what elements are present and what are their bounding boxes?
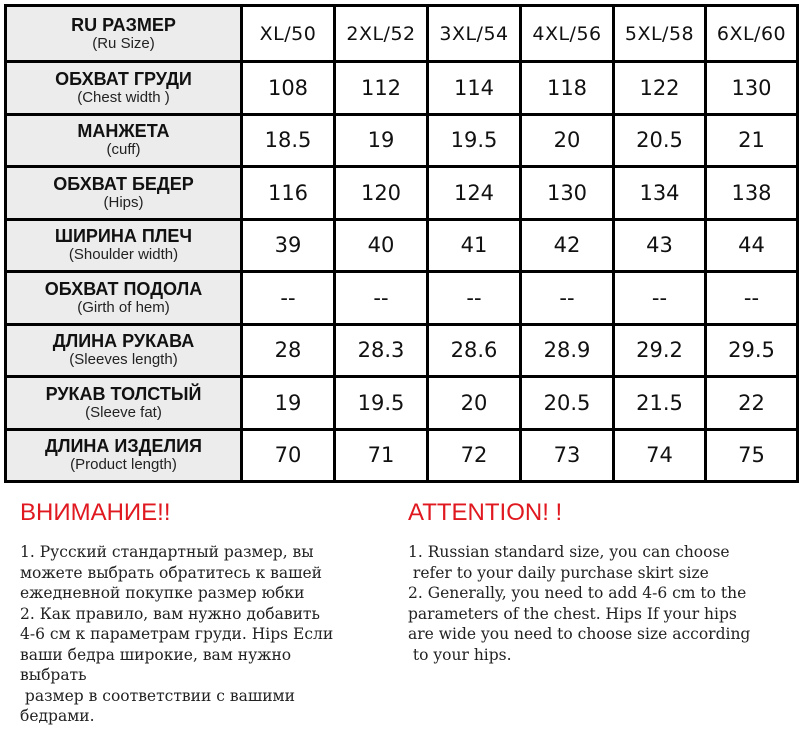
measurement-value: 73	[553, 443, 581, 468]
row-label-cell	[6, 219, 242, 272]
measurement-value: --	[466, 285, 482, 310]
row-label-cell	[6, 62, 242, 115]
measurement-value: 28.6	[450, 338, 498, 363]
note-line: выбрать	[20, 666, 87, 684]
value-cell	[521, 114, 614, 167]
value-cell	[614, 114, 706, 167]
measurement-value: 130	[546, 180, 588, 205]
size-header-cell	[706, 6, 798, 62]
row-label-cell	[6, 272, 242, 325]
table-row	[6, 114, 798, 167]
measurement-value: 43	[646, 233, 673, 258]
value-cell	[242, 272, 335, 325]
value-cell	[706, 62, 798, 115]
row-label-cell	[6, 167, 242, 220]
table-row	[6, 167, 798, 220]
value-cell	[521, 324, 614, 377]
value-cell	[428, 219, 521, 272]
value-cell	[242, 377, 335, 430]
measurement-value: 44	[738, 233, 765, 258]
note-line: 2. Как правило, вам нужно добавить	[20, 604, 320, 623]
note-line: ежедневной покупке размер юбки	[20, 584, 305, 602]
row-label-cell	[6, 324, 242, 377]
header-row	[6, 6, 798, 62]
value-cell	[242, 114, 335, 167]
value-cell	[706, 219, 798, 272]
value-cell	[242, 167, 335, 220]
value-cell	[521, 377, 614, 430]
note-line: refer to your daily purchase skirt size	[408, 563, 709, 582]
notes-en-text	[408, 542, 788, 665]
measurement-value: 20	[553, 128, 581, 153]
table-row	[6, 62, 798, 115]
row-label-en: (Hips)	[103, 193, 144, 211]
table-row	[6, 429, 798, 482]
value-cell	[428, 62, 521, 115]
size-label: 3XL/54	[439, 22, 509, 45]
row-label-ru: РУКАВ ТОЛСТЫЙ	[45, 383, 202, 404]
value-cell	[335, 429, 428, 482]
size-table	[4, 4, 799, 483]
attention-title-en: ATTENTION! !	[408, 499, 563, 526]
value-cell	[428, 167, 521, 220]
attention-title-ru: ВНИМАНИЕ!!	[20, 499, 171, 526]
size-header-cell	[335, 6, 428, 62]
value-cell	[521, 62, 614, 115]
note-line: размер в соответствии с вашими	[20, 686, 295, 705]
row-label-en: (Shoulder width)	[68, 246, 179, 264]
row-label-cell	[6, 377, 242, 430]
measurement-value: 40	[367, 233, 395, 258]
value-cell	[335, 272, 428, 325]
value-cell	[614, 167, 706, 220]
value-cell	[521, 429, 614, 482]
measurement-value: 134	[639, 180, 680, 205]
measurement-value: 41	[460, 233, 488, 258]
measurement-value: 71	[367, 443, 395, 468]
measurement-value: 28	[274, 338, 302, 363]
measurement-value: 19.5	[357, 390, 405, 415]
size-header-cell	[521, 6, 614, 62]
notes-ru	[20, 498, 380, 727]
value-cell	[242, 62, 335, 115]
value-cell	[706, 429, 798, 482]
note-line: 4-6 см к параметрам груди. Hips Если	[20, 625, 334, 643]
row-label-en: (Chest width )	[77, 88, 170, 106]
note-line: 2. Generally, you need to add 4-6 cm to the	[408, 584, 747, 602]
size-label: 4XL/56	[532, 22, 602, 45]
measurement-value: 70	[274, 443, 302, 468]
row-label-ru: ОБХВАТ ГРУДИ	[55, 68, 192, 89]
note-line: are wide you need to choose size according	[408, 625, 751, 643]
measurement-value: 19.5	[450, 128, 498, 153]
value-cell	[242, 429, 335, 482]
value-cell	[428, 114, 521, 167]
measurement-value: 18.5	[264, 128, 312, 153]
value-cell	[428, 429, 521, 482]
value-cell	[335, 167, 428, 220]
measurement-value: 138	[731, 180, 772, 205]
measurement-value: --	[651, 285, 668, 310]
size-table-body	[6, 6, 798, 482]
row-label-ru: ДЛИНА ИЗДЕЛИЯ	[45, 436, 202, 457]
value-cell	[335, 114, 428, 167]
value-cell	[242, 219, 335, 272]
value-cell	[706, 272, 798, 325]
row-label-en: (Girth of hem)	[77, 298, 170, 316]
size-label: 5XL/58	[624, 22, 695, 45]
measurement-value: 120	[360, 180, 402, 205]
measurement-value: 74	[646, 443, 673, 468]
measurement-value: 19	[367, 128, 395, 153]
row-label-en: (Product length)	[70, 456, 177, 474]
measurement-value: 28.3	[357, 338, 405, 363]
note-line: ваши бедра широкие, вам нужно	[20, 645, 292, 664]
value-cell	[614, 62, 706, 115]
measurement-value: 20.5	[636, 128, 683, 153]
note-line: можете выбрать обратитесь к вашей	[20, 563, 323, 582]
size-header-cell	[614, 6, 706, 62]
row-label-en: (Sleeves length)	[69, 351, 178, 369]
measurement-value: 21.5	[636, 390, 683, 415]
row-label-cell	[6, 429, 242, 482]
row-label-cell	[6, 114, 242, 167]
value-cell	[521, 167, 614, 220]
measurement-value: 29.2	[636, 338, 683, 363]
measurement-value: 108	[267, 75, 309, 100]
measurement-value: 75	[738, 443, 765, 468]
measurement-value: 39	[274, 233, 302, 258]
value-cell	[335, 324, 428, 377]
value-cell	[242, 324, 335, 377]
value-cell	[614, 219, 706, 272]
row-label-ru: МАНЖЕТА	[77, 121, 170, 142]
row-label-en: (cuff)	[106, 141, 141, 159]
note-line: 1. Русский стандартный размер, вы	[20, 543, 314, 561]
value-cell	[521, 272, 614, 325]
row-label-en: (Sleeve fat)	[85, 403, 162, 421]
note-line: to your hips.	[408, 645, 512, 664]
notes-ru-text	[20, 542, 380, 727]
measurement-value: 22	[738, 390, 765, 415]
measurement-value: 29.5	[728, 338, 775, 363]
value-cell	[521, 219, 614, 272]
measurement-value: 122	[639, 75, 680, 100]
measurement-value: 28.9	[543, 338, 591, 363]
measurement-value: 19	[274, 390, 302, 415]
value-cell	[428, 324, 521, 377]
table-row	[6, 219, 798, 272]
measurement-value: 116	[267, 180, 309, 205]
value-cell	[335, 62, 428, 115]
table-row	[6, 377, 798, 430]
value-cell	[428, 377, 521, 430]
note-line: 1. Russian standard size, you can choose	[408, 543, 730, 561]
value-cell	[706, 377, 798, 430]
table-row	[6, 272, 798, 325]
measurement-value: 20.5	[543, 390, 591, 415]
measurement-value: --	[559, 285, 575, 310]
value-cell	[614, 429, 706, 482]
measurement-value: 42	[553, 233, 581, 258]
row-label-ru: ОБХВАТ БЕДЕР	[53, 173, 194, 194]
size-label: 2XL/52	[346, 22, 416, 45]
row-label-ru: ДЛИНА РУКАВА	[52, 331, 195, 352]
table-row	[6, 324, 798, 377]
measurement-value: 72	[460, 443, 488, 468]
measurement-value: 130	[731, 75, 772, 100]
size-label: 6XL/60	[716, 22, 787, 45]
note-line: parameters of the chest. Hips If your hips	[408, 604, 737, 623]
measurement-value: --	[280, 285, 296, 310]
value-cell	[614, 377, 706, 430]
value-cell	[614, 324, 706, 377]
value-cell	[614, 272, 706, 325]
measurement-value: 112	[360, 75, 402, 100]
header-label-ru: RU РАЗМЕР	[71, 14, 176, 35]
size-header-cell	[428, 6, 521, 62]
measurement-value: 118	[546, 75, 588, 100]
measurement-value: --	[743, 285, 760, 310]
value-cell	[706, 324, 798, 377]
notes-en	[408, 498, 788, 665]
size-label: XL/50	[259, 22, 317, 45]
measurement-value: 20	[460, 390, 488, 415]
size-header-cell	[242, 6, 335, 62]
row-label-ru: ОБХВАТ ПОДОЛА	[44, 278, 203, 299]
value-cell	[706, 114, 798, 167]
measurement-value: 21	[738, 128, 765, 153]
value-cell	[335, 219, 428, 272]
value-cell	[428, 272, 521, 325]
value-cell	[335, 377, 428, 430]
value-cell	[706, 167, 798, 220]
row-label-ru: ШИРИНА ПЛЕЧ	[54, 226, 193, 247]
measurement-value: --	[373, 285, 389, 310]
header-label-en: (Ru Size)	[92, 34, 155, 52]
measurement-value: 124	[453, 180, 495, 205]
header-label-cell	[6, 6, 242, 62]
note-line: бедрами.	[20, 707, 95, 725]
measurement-value: 114	[453, 75, 495, 100]
